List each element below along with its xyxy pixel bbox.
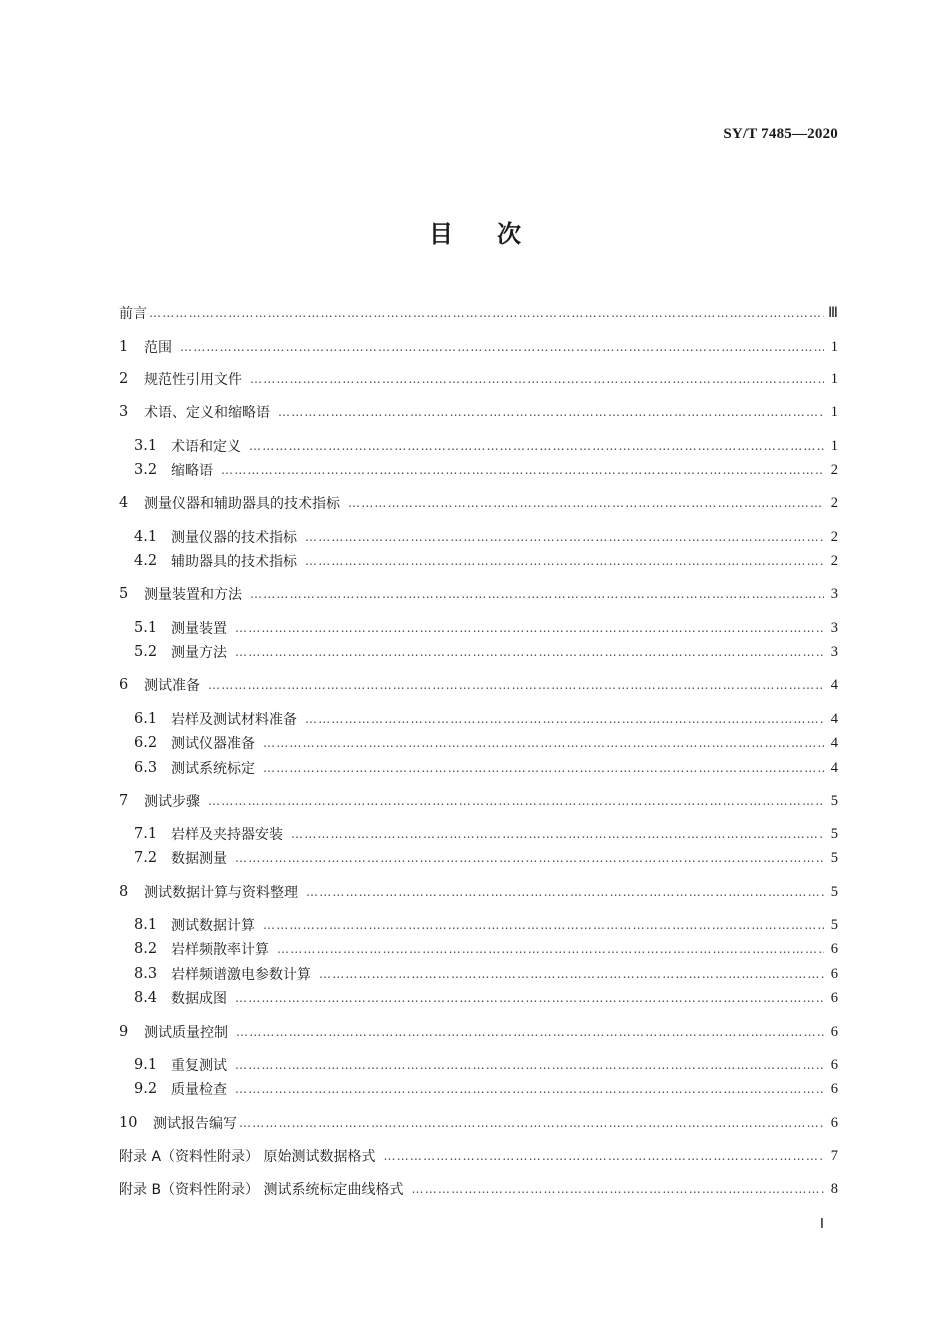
dot-leader [235,1057,824,1073]
toc-entry[interactable] [134,822,838,846]
title-char-2: 次 [497,220,521,248]
dot-leader [305,553,824,569]
toc-entry-number: 3.2 [134,462,158,478]
toc-entry-number: 9.2 [134,1081,158,1097]
dot-leader [208,793,824,809]
toc-entry-page: 1 [830,338,838,355]
toc-entry-page: 4 [830,676,838,693]
dot-leader [305,711,824,727]
toc-entry-number: 5.2 [134,644,158,660]
toc-entry-appendix-b[interactable] [119,1177,838,1201]
toc-entry-number: 6.1 [134,711,158,727]
toc-entry[interactable] [119,582,838,606]
toc-entry-number: 6.3 [134,760,158,776]
dot-leader [239,1115,824,1131]
toc-entry-appendix-a[interactable] [119,1144,838,1168]
toc-entry-page: 2 [830,461,838,478]
dot-leader [221,462,824,478]
toc-entry[interactable] [134,1077,838,1101]
toc-entry[interactable] [119,1020,838,1044]
dot-leader [149,305,824,321]
toc-entry-title: 质量检查 [171,1082,227,1098]
toc-entry-number: 7 [119,793,129,809]
dot-leader [412,1181,824,1197]
toc-entry-page: 1 [830,403,838,420]
toc-entry-page: 3 [830,585,838,602]
toc-entry-page: 2 [830,552,838,569]
toc-entry-title: 测量仪器的技术指标 [171,530,297,546]
toc-entry[interactable] [119,367,838,391]
toc-entry-number: 2 [119,371,129,387]
dot-leader [319,966,824,982]
dot-leader [263,735,824,751]
toc-entry-title: 数据测量 [171,851,227,867]
toc-entry[interactable] [134,731,838,755]
toc-entry-title: 重复测试 [171,1058,227,1074]
toc-entry[interactable] [119,880,838,904]
toc-entry-number: 8.4 [134,990,158,1006]
toc-entry-page: 1 [830,437,838,454]
toc-entry-number: 10 [119,1115,138,1131]
toc-entry[interactable] [119,673,838,697]
toc-entry-number: 8.3 [134,966,158,982]
dot-leader [180,339,824,355]
toc-entry-number: 9.1 [134,1057,158,1073]
toc-entry-number: 6 [119,677,129,693]
dot-leader [235,850,824,866]
toc-entry-title: 岩样频谱激电参数计算 [171,967,311,983]
toc-entry-page: 5 [830,825,838,842]
toc-entry-title: 测试准备 [144,678,200,694]
toc-entry-number: 9 [119,1024,129,1040]
dot-leader [305,529,824,545]
toc-entry-page: 7 [830,1147,838,1164]
toc-entry-title: 测试报告编写 [153,1116,237,1132]
toc-entry-number: 8.1 [134,917,158,933]
toc-entry-page: 6 [830,1023,838,1040]
toc-entry-number: 5.1 [134,620,158,636]
toc-entry-title: 测试质量控制 [144,1025,228,1041]
page-title [0,214,950,249]
toc-entry-number: 6.2 [134,735,158,751]
toc-entry-number: 1 [119,339,129,355]
toc-entry-page: 8 [830,1180,838,1197]
toc-entry[interactable] [134,1053,838,1077]
toc-entry[interactable] [134,434,838,458]
toc-entry-title: 附录 A（资料性附录） 原始测试数据格式 [119,1149,376,1165]
toc-entry[interactable] [134,756,838,780]
toc-entry-page: 5 [830,849,838,866]
toc-entry[interactable] [134,640,838,664]
toc-entry-title: 测量仪器和辅助器具的技术指标 [144,496,340,512]
toc-entry-page: 6 [830,965,838,982]
toc-entry-title: 术语和定义 [171,439,241,455]
dot-leader [263,917,824,933]
standard-code: SY/T 7485—2020 [723,126,838,142]
toc-entry[interactable] [134,937,838,961]
dot-leader [208,677,824,693]
toc-entry[interactable] [119,1111,838,1135]
toc-entry-number: 4 [119,495,129,511]
dot-leader [249,438,824,454]
dot-leader [291,826,824,842]
toc-entry-page: 3 [830,619,838,636]
toc-entry-page: 1 [830,370,838,387]
toc-entry[interactable] [134,962,838,986]
toc-entry[interactable] [119,491,838,515]
toc-entry-title: 附录 B（资料性附录） 测试系统标定曲线格式 [119,1182,404,1198]
toc-entry[interactable] [119,400,838,424]
toc-entry-title: 范围 [144,340,172,356]
toc-entry-title: 岩样频散率计算 [171,942,269,958]
toc-entry[interactable] [134,986,838,1010]
toc-entry[interactable] [134,525,838,549]
dot-leader [348,495,824,511]
toc-entry-title: 规范性引用文件 [144,372,242,388]
toc-entry-page: 4 [830,759,838,776]
toc-entry-page: 4 [830,734,838,751]
toc-entry-number: 5 [119,586,129,602]
title-char-1: 目 [429,220,453,248]
toc-entry[interactable] [119,301,838,325]
toc-entry[interactable] [134,707,838,731]
toc-entry-number: 4.2 [134,553,158,569]
toc-entry-title: 测试仪器准备 [171,736,255,752]
toc-entry-page: 6 [830,989,838,1006]
toc-entry[interactable] [134,913,838,937]
dot-leader [278,404,824,420]
toc-entry-page: 6 [830,1056,838,1073]
toc-entry-title: 测试数据计算与资料整理 [144,885,298,901]
toc-entry-number: 7.1 [134,826,158,842]
dot-leader [277,941,824,957]
toc-entry-title: 术语、定义和缩略语 [144,405,270,421]
dot-leader [263,760,824,776]
toc-entry[interactable] [134,549,838,573]
toc-entry-title: 测量装置 [171,621,227,637]
dot-leader [235,620,824,636]
toc-entry-title: 数据成图 [171,991,227,1007]
toc-entry-page: 4 [830,710,838,727]
toc-entry-page: 3 [830,643,838,660]
toc-entry-title: 辅助器具的技术指标 [171,554,297,570]
dot-leader [235,644,824,660]
toc-entry-page: Ⅲ [828,304,838,321]
toc-entry-number: 8.2 [134,941,158,957]
toc-entry-title: 测量方法 [171,645,227,661]
toc-entry-number: 8 [119,884,129,900]
toc-entry[interactable] [134,458,838,482]
toc-entry[interactable] [119,789,838,813]
toc-entry-number: 4.1 [134,529,158,545]
toc-entry-number: 3.1 [134,438,158,454]
toc-entry[interactable] [134,616,838,640]
toc-entry-title: 缩略语 [171,463,213,479]
toc-entry-page: 6 [830,1080,838,1097]
toc-entry-page: 6 [830,1114,838,1131]
dot-leader [306,884,824,900]
toc-entry-title: 前言 [119,306,147,322]
dot-leader [250,586,824,602]
toc-entry-number: 3 [119,404,129,420]
dot-leader [235,990,824,1006]
toc-entry-title: 测试系统标定 [171,761,255,777]
toc-entry-page: 5 [830,792,838,809]
toc-entry-page: 6 [830,940,838,957]
toc-entry[interactable] [119,335,838,359]
toc-entry-page: 2 [830,494,838,511]
toc-entry-page: 2 [830,528,838,545]
page-number: Ⅰ [819,1217,824,1232]
toc-entry-title: 测试数据计算 [171,918,255,934]
toc-entry-page: 5 [830,916,838,933]
toc-entry-number: 7.2 [134,850,158,866]
toc-entry-title: 岩样及夹持器安装 [171,827,283,843]
dot-leader [235,1081,824,1097]
dot-leader [250,371,824,387]
toc-entry[interactable] [134,846,838,870]
toc-entry-page: 5 [830,883,838,900]
dot-leader [236,1024,824,1040]
toc-entry-title: 岩样及测试材料准备 [171,712,297,728]
toc-entry-title: 测量装置和方法 [144,587,242,603]
toc-entry-title: 测试步骤 [144,794,200,810]
dot-leader [383,1148,824,1164]
